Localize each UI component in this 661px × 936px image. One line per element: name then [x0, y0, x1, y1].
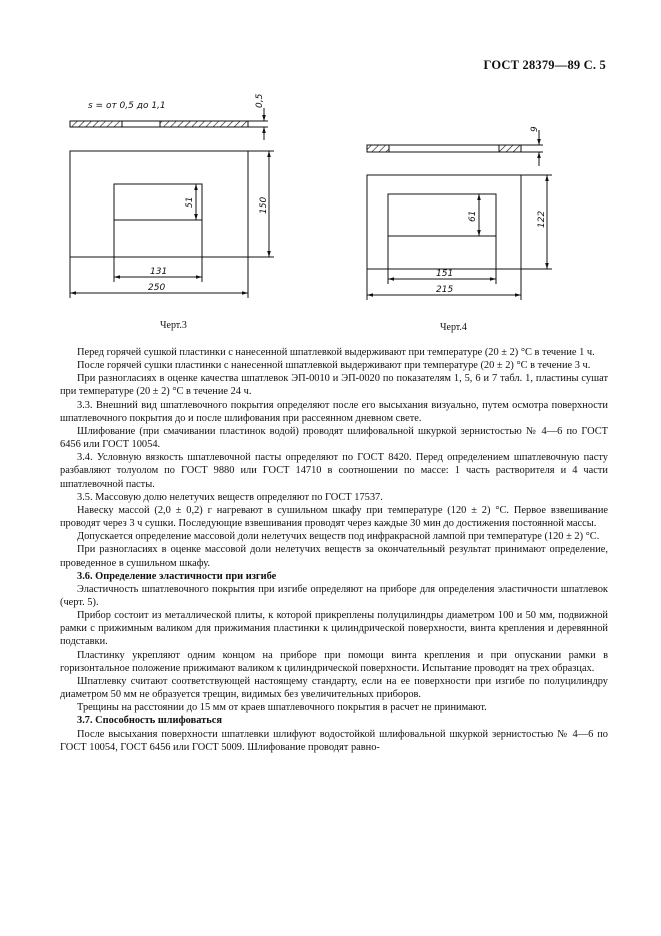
fig4-section-plate — [389, 145, 499, 152]
paragraph: Трещины на расстоянии до 15 мм от краев шпатлевочного покрытия в расчет не принимают. — [77, 702, 487, 714]
paragraph: Допускается определение массовой доли нелетучих веществ под инфракрасной лампой при температуре (120 ± 2) °С. — [77, 531, 600, 543]
drawings — [0, 0, 661, 340]
section-heading-3-7: 3.7. Способность шлифоваться — [77, 715, 222, 727]
fig3-section-hatch-left — [70, 121, 122, 127]
paragraph: После горячей сушки пластинки с нанесенной шпатлевкой выдерживают при температуре (20 ± 2) °С в течение 3 ч. — [77, 360, 591, 372]
fig3-dim-thickness: 0,5 — [255, 93, 265, 108]
fig4-outer-plate — [367, 175, 521, 269]
fig3-dim-inner-width: 131 — [150, 267, 168, 277]
fig4-caption: Черт.4 — [440, 322, 467, 333]
fig3-outer-plate — [70, 151, 248, 257]
paragraph: После высыхания поверхности шпатлевки шлифуют водостойкой шлифовальной шкуркой зернистостью № 4—6 по ГОСТ 10054, ГОСТ 6456 или ГОСТ 5009. Шлифование проводят равно- — [60, 728, 608, 753]
fig4-dim-outer-width: 215 — [436, 285, 454, 295]
paragraph: Шпатлевку считают соответствующей настоящему стандарту, если на ее поверхности при изгибе по полуцилиндру диаметром 50 мм не образуется трещин, видимых без увеличительных приборов. — [60, 675, 608, 701]
paragraph: При разногласиях в оценке качества шпатлевок ЭП-0010 и ЭП-0020 по показателям 1, 5, 6 и 7 табл. 1, пластины сушат при температуре (20 ± 2) °С в течение 24 ч. — [60, 373, 608, 398]
fig3-thickness-note: s = от 0,5 до 1,1 — [88, 101, 166, 111]
fig3-section-hatch-right — [160, 121, 248, 127]
figure-4 — [367, 126, 552, 333]
fig4-dim-inner-height: 61 — [468, 210, 478, 222]
paragraph: 3.3. Внешний вид шпатлевочного покрытия определяют после его высыхания визуально, путем осмотра поверхности шпатлевочного покрытия до и после шлифования при рассеянном дневном свете. — [60, 399, 608, 424]
page-header: ГОСТ 28379—89 С. 5 — [483, 58, 606, 72]
paragraph: При разногласиях в оценке массовой доли нелетучих веществ за окончательный результат принимают определение, проведенное в сушильном шкафу. — [60, 544, 608, 569]
fig3-section-plate — [122, 121, 160, 127]
section-heading-3-6: 3.6. Определение эластичности при изгибе — [77, 570, 277, 582]
paragraph: 3.5. Массовую долю нелетучих веществ определяют по ГОСТ 17537. — [77, 491, 383, 503]
fig4-inner-area — [388, 194, 496, 236]
fig4-section-hatch-right — [499, 145, 521, 152]
fig4-dim-inner-width: 151 — [436, 269, 454, 279]
fig3-dim-outer-height: 150 — [259, 196, 269, 214]
fig3-dim-inner-height: 51 — [185, 196, 195, 208]
paragraph: Прибор состоит из металлической плиты, к которой прикреплены полуцилиндры диаметром 100 и 50 мм, подвижной рамки с прижимным валиком для прижимания пластинки к цилиндрической поверхности, винта крепления и деревянной подставки. — [60, 610, 608, 648]
paragraph: Навеску массой (2,0 ± 0,2) г нагревают в сушильном шкафу при температуре (120 ± 2) °С. Первое взвешивание проводят через 3 ч сушки. Последующие взвешивания проводят через каждые 30 мин до достижения постоянной массы. — [60, 504, 608, 530]
fig3-dim-outer-width: 250 — [148, 283, 166, 293]
fig4-dim-thickness: 9 — [530, 126, 540, 132]
fig4-dim-outer-height: 122 — [537, 210, 547, 228]
figure-3 — [70, 93, 274, 331]
paragraph: 3.4. Условную вязкость шпатлевочной пасты определяют по ГОСТ 8420. Перед определением шпатлевочную пасту разбавляют толуолом по ГОСТ 9880 или ГОСТ 14710 в соотношении по массе: 1 часть растворителя и 4 части шпатлевочной пасты. — [60, 452, 608, 490]
paragraph: Перед горячей сушкой пластинки с нанесенной шпатлевкой выдерживают при температуре (20 ± 2) °С в течение 1 ч. — [77, 347, 595, 358]
fig4-section-hatch-left — [367, 145, 389, 152]
paragraph: Шлифование (при смачивании пластинок водой) проводят шлифовальной шкуркой зернистостью № 4—6 по ГОСТ 6456 или ГОСТ 10054. — [60, 425, 608, 451]
paragraph: Эластичность шпатлевочного покрытия при изгибе определяют на приборе для определения эластичности шпатлевок (черт. 5). — [60, 583, 608, 608]
body-text — [60, 346, 608, 754]
fig3-caption: Черт.3 — [160, 320, 187, 331]
paragraph: Пластинку укрепляют одним концом на приборе при помощи винта крепления и при опускании рамки в горизонтальное положение прижимают валиком к цилиндрической поверхности. Испытание проводят на трех образцах. — [60, 649, 608, 674]
